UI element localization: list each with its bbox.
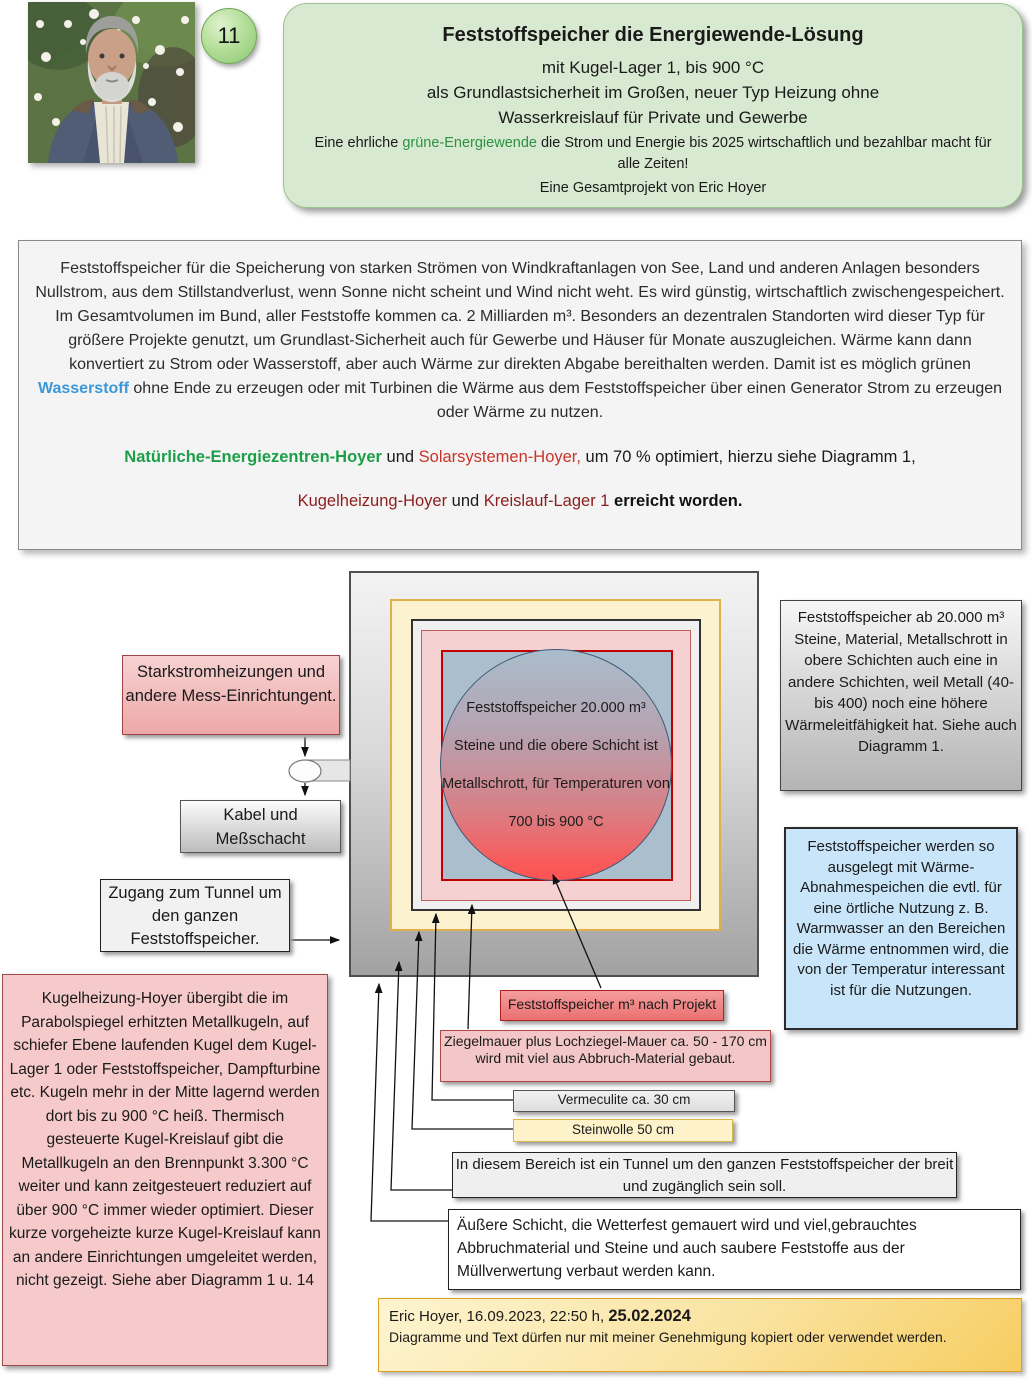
diagram-number-badge — [201, 8, 257, 64]
page-title: Feststoffspeicher die Energiewende-Lösung — [442, 24, 864, 46]
sphere-line1: Feststoffspeicher 20.000 m³ — [466, 700, 646, 716]
note-waerme-abnahme: Feststoffspeicher werden so ausgelegt mit Wärme-Abnahmespeichen die evtl. für eine örtliche Nutzung z. B. Warmwasser an den Bereichen die Wärme entnommen wird, die von der Temperatur interessant ist für die Nutzungen. — [784, 827, 1018, 1030]
title-line2: mit Kugel-Lager 1, bis 900 °C — [541, 58, 765, 77]
intro-paragraph: Feststoffspeicher für die Speicherung von starken Strömen von Windkraftanlagen von See, Land und anderen Anlagen besonders Nullstrom, aus dem Stillstandverlust, wenn Sonne nicht scheint und Wind nicht weht. Es wird günstig, wirtschaftlich zwischengespeichert. Im Gesamtvolumen im Bund, aller Feststoffe kommen ca. 2 Milliarden m³. Besonders an dezentralen Standorten wird dieser Typ für größere Projekte genutzt, um Grundlast-Sicherheit auch für Gewerbe und Häuser für Monate auszugleichen. Wärme kann dann konvertiert zu Strom oder Wasserstoff, aber auch Wärme zur direkten Abgabe bereithalten werden. Damit ist es möglich grünen Wasserstoff ohne Ende zu erzeugen oder mit Turbinen die Wärme aus dem Feststoffspeicher über einen Generator Strom zu erzeugen oder Wärme zu nutzen. — [35, 260, 1005, 421]
copyright-line1: Eric Hoyer, 16.09.2023, 22:50 h, 25.02.2024 — [389, 1307, 691, 1325]
label-starkstromheizungen: Starkstromheizungen und andere Mess-Einrichtungent. — [122, 655, 340, 735]
cable-tube — [305, 760, 350, 781]
label-ziegelmauer: Ziegelmauer plus Lochziegel-Mauer ca. 50 - 170 cm wird mit viel aus Abbruch-Material gebaut. — [440, 1030, 771, 1082]
label-kabel-messschacht: Kabel und Meßschacht — [180, 800, 341, 853]
label-aeussere-schicht: Äußere Schicht, die Wetterfest gemauert wird und viel,gebrauchtes Abbruchmaterial und Steine und auch saubere Feststoffe aus der Müllverwertung verbaut werden kann. — [448, 1209, 1021, 1290]
storage-sphere — [440, 649, 672, 881]
copyright-box — [378, 1298, 1022, 1372]
junction-ellipse — [289, 760, 321, 782]
label-steinwolle: Steinwolle 50 cm — [513, 1119, 733, 1142]
intro-text-box — [18, 240, 1022, 550]
copyright-date-bold: 25.02.2024 — [608, 1307, 691, 1325]
intro-paragraph-2: Natürliche-Energiezentren-Hoyer und Solarsystemen-Hoyer, um 70 % optimiert, hierzu siehe Diagramm 1, — [124, 448, 916, 466]
label-tunnel-bereich: In diesem Bereich ist ein Tunnel um den ganzen Feststoffspeicher der breit und zugänglich sein soll. — [452, 1152, 957, 1198]
sphere-line3: Metallschrott, für Temperaturen von — [442, 776, 670, 792]
title-line4: Wasserkreislauf für Private und Gewerbe — [498, 108, 808, 127]
label-vermeculite: Vermeculite ca. 30 cm — [513, 1090, 735, 1112]
label-speicher-m3-projekt: Feststoffspeicher m³ nach Projekt — [500, 990, 724, 1021]
note-kugelheizung-hoyer: Kugelheizung-Hoyer übergibt die im Parabolspiegel erhitzten Metallkugeln, auf schiefer Ebene laufenden Kugel dem Kugel-Lager 1 oder Feststoffspeicher, Dampfturbine etc. Kugeln mehr in der Mitte lagernd werden dort bis zu 900 °C heiß. Thermisch gesteuerte Kugel-Kreislauf gibt die Metallkugeln an den Brennpunkt 3.300 °C weiter und kann zeitgesteuert reduziert auf über 900 °C immer wieder optimiert. Dieser kurze vorgeheizte kurze Kugel-Kreislauf kann an andere Einrichtungen umgeleitet werden, nicht gezeigt. Siehe aber Diagramm 1 u. 14 — [2, 974, 328, 1366]
intro-paragraph-3: Kugelheizung-Hoyer und Kreislauf-Lager 1 erreicht worden. — [297, 492, 743, 510]
label-zugang-tunnel: Zugang zum Tunnel um den ganzen Feststoffspeicher. — [100, 879, 290, 952]
wasserstoff-text: Wasserstoff — [37, 380, 129, 397]
title-line3: als Grundlastsicherheit im Großen, neuer Typ Heizung ohne — [426, 83, 880, 102]
sphere-line2: Steine und die obere Schicht ist — [454, 738, 658, 754]
copyright-line2: Diagramme und Text dürfen nur mit meiner Genehmigung kopiert oder verwendet werden. — [389, 1329, 947, 1345]
sphere-line4: 700 bis 900 °C — [508, 814, 604, 830]
badge-number: 11 — [217, 23, 241, 48]
title-line7: Eine Gesamtprojekt von Eric Hoyer — [539, 180, 767, 196]
note-feststoffspeicher-material: Feststoffspeicher ab 20.000 m³ Steine, Material, Metallschrott in obere Schichten auch eine in andere Schichten, weil Metall (40-bis 400) noch eine höhere Wärmeleitfähigkeit hat. Siehe auch Diagramm 1. — [780, 600, 1022, 791]
author-photo — [28, 2, 195, 163]
green-energiewende-text: grüne-Energiewende — [402, 135, 537, 151]
title-box — [283, 3, 1023, 208]
title-line5: Eine ehrliche grüne-Energiewende die Strom und Energie bis 2025 wirtschaftlich und bezahlbar macht für alle Zeiten! — [314, 135, 992, 172]
arrow-aussen-to-shell — [371, 984, 448, 1221]
